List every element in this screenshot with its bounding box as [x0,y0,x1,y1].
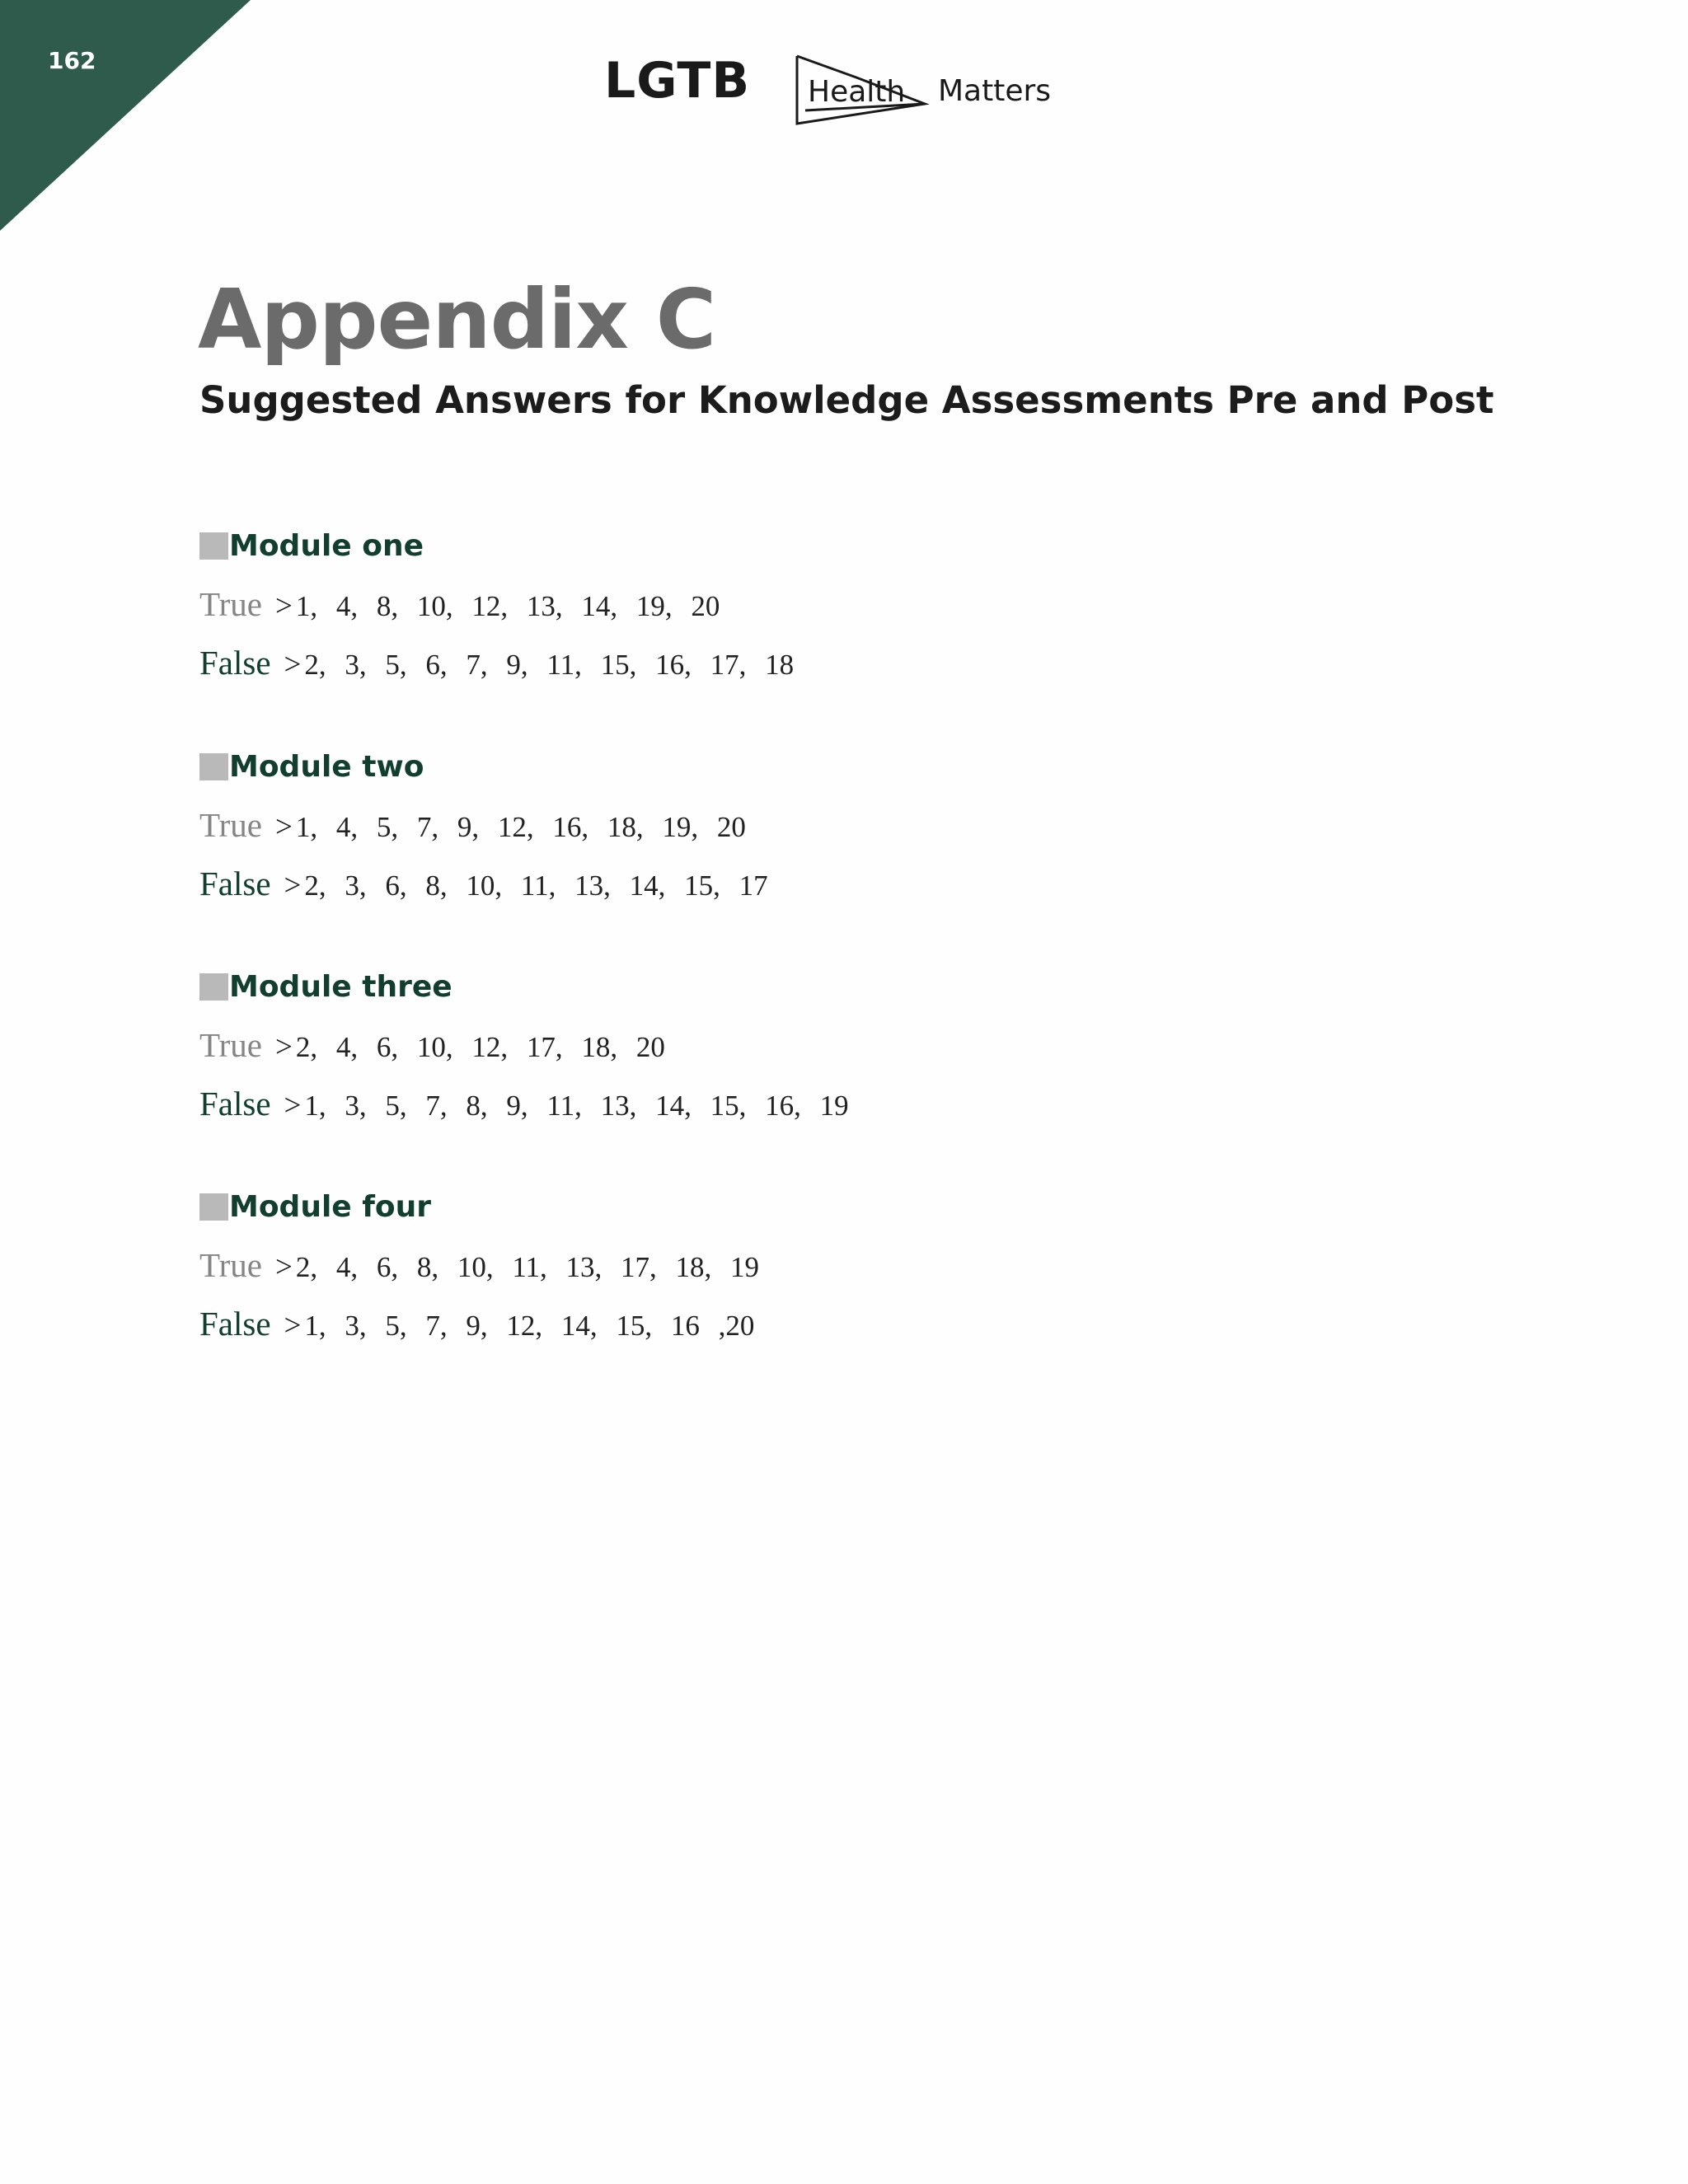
false-answers [199,867,768,901]
module-heading [199,530,1189,563]
false-label: False [199,865,271,902]
module-title: Module one [229,529,424,563]
false-answers [199,1307,754,1341]
answer-separator: > [284,1089,302,1122]
true-label: True [199,585,262,623]
module-heading [199,751,1189,784]
module-title: Module four [229,1190,432,1224]
true-answer-numbers: 2, 4, 6, 8, 10, 11, 13, 17, 18, 19 [295,1251,760,1283]
bullet-square [199,753,228,780]
answer-separator: > [274,810,293,844]
true-label: True [199,1026,262,1064]
false-label: False [199,644,271,682]
page-title: Appendix C [198,271,716,368]
answer-separator: > [274,1030,293,1064]
true-answer-numbers: 1, 4, 8, 10, 12, 13, 14, 19, 20 [295,590,720,622]
answer-separator: > [274,1250,293,1284]
false-label: False [199,1305,271,1343]
bullet-square [199,973,228,1001]
module-one [199,529,1189,682]
true-answer-numbers: 1, 4, 5, 7, 9, 12, 16, 18, 19, 20 [295,811,746,843]
true-answers [199,1246,760,1284]
bullet-square [199,1193,228,1221]
false-answers [199,646,794,680]
corner-triangle [0,0,251,231]
logo-matters: Matters [938,74,1052,108]
module-two [199,750,1189,902]
true-label: True [199,1246,262,1284]
answer-separator: > [284,869,302,902]
bullet-square [199,532,228,560]
logo-health: Health [808,75,906,109]
true-answer-numbers: 2, 4, 6, 10, 12, 17, 18, 20 [295,1031,665,1063]
true-answers [199,808,746,842]
false-label: False [199,1085,271,1122]
false-answer-numbers: 2, 3, 5, 6, 7, 9, 11, 15, 16, 17, 18 [304,649,795,681]
module-heading [199,1191,1189,1224]
module-three [199,970,1189,1122]
true-answers [199,585,720,623]
answer-separator: > [284,648,302,682]
false-answer-numbers: 2, 3, 6, 8, 10, 11, 13, 14, 15, 17 [304,869,768,902]
logo-brand: LGTB [604,52,751,110]
page-subtitle: Suggested Answers for Knowledge Assessments Pre and Post [199,378,1494,422]
logo [602,53,1096,135]
module-title: Module two [229,750,424,784]
page-number: 162 [48,47,96,74]
answer-separator: > [274,589,293,623]
module-heading [199,971,1189,1004]
true-answers [199,1026,665,1064]
true-label: True [199,806,262,844]
module-four [199,1190,1189,1343]
false-answers [199,1087,849,1121]
answer-separator: > [284,1309,302,1343]
module-title: Module three [229,970,452,1004]
false-answer-numbers: 1, 3, 5, 7, 8, 9, 11, 13, 14, 15, 16, 19 [304,1090,849,1122]
false-answer-numbers: 1, 3, 5, 7, 9, 12, 14, 15, 16 ,20 [304,1310,755,1342]
